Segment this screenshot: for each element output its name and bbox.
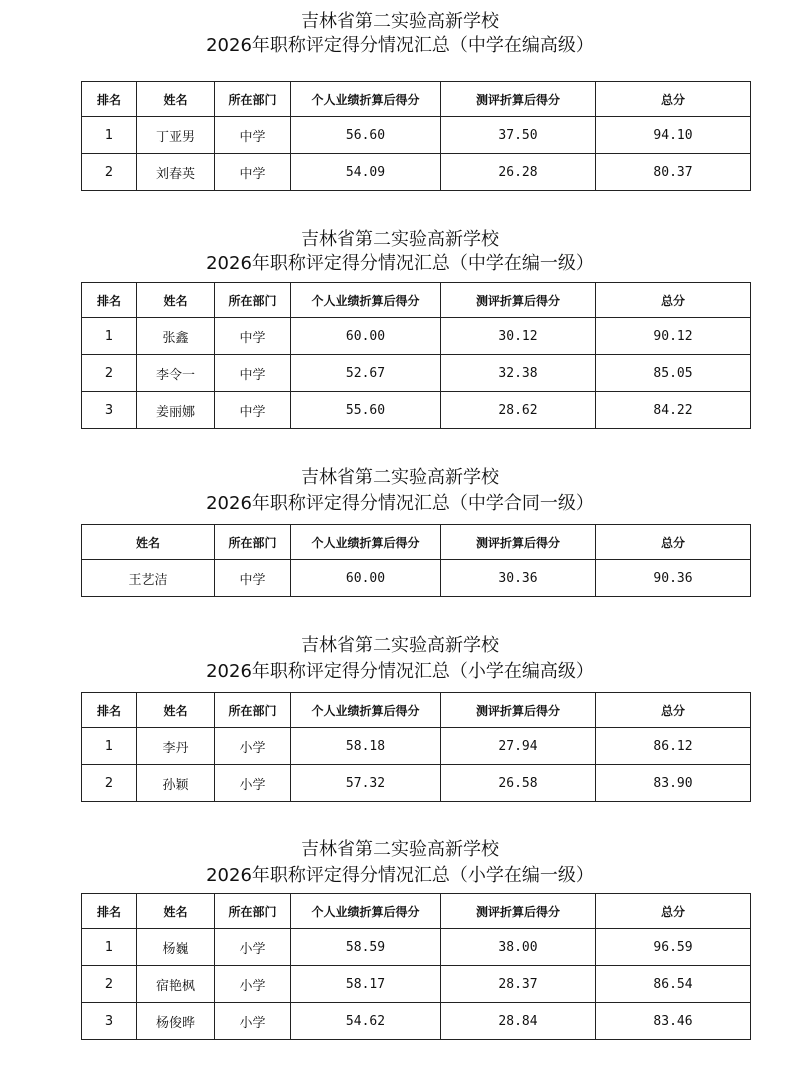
column-header: 个人业绩折算后得分 — [291, 525, 441, 560]
column-header: 所在部门 — [215, 693, 291, 728]
table-cell: 小学 — [215, 728, 291, 765]
table-cell: 90.12 — [596, 318, 751, 355]
header-row — [82, 894, 751, 929]
school-title: 吉林省第二实验高新学校 — [301, 839, 499, 860]
table-cell: 1 — [82, 929, 137, 966]
column-header: 总分 — [596, 693, 751, 728]
table-cell: 2 — [82, 355, 137, 392]
column-header: 所在部门 — [215, 525, 291, 560]
table-cell: 小学 — [215, 765, 291, 802]
table-cell: 37.50 — [441, 117, 596, 154]
table-row — [82, 1003, 751, 1040]
table-row — [82, 355, 751, 392]
header-row — [82, 693, 751, 728]
score-table-4 — [81, 692, 751, 802]
table-cell: 小学 — [215, 966, 291, 1003]
score-table-2 — [81, 282, 751, 429]
table-cell: 58.18 — [291, 728, 441, 765]
column-header: 所在部门 — [215, 894, 291, 929]
table-cell: 30.36 — [441, 560, 596, 597]
column-header: 排名 — [82, 894, 137, 929]
table-cell: 中学 — [215, 117, 291, 154]
table-cell: 83.46 — [596, 1003, 751, 1040]
table-cell: 38.00 — [441, 929, 596, 966]
table-cell: 宿艳枫 — [137, 966, 215, 1003]
table-row — [82, 728, 751, 765]
table-cell: 85.05 — [596, 355, 751, 392]
table-cell: 32.38 — [441, 355, 596, 392]
table-cell: 3 — [82, 1003, 137, 1040]
column-header: 个人业绩折算后得分 — [291, 894, 441, 929]
table-cell: 60.00 — [291, 318, 441, 355]
table-row — [82, 560, 751, 597]
table-row — [82, 117, 751, 154]
table-cell: 55.60 — [291, 392, 441, 429]
table-cell: 86.12 — [596, 728, 751, 765]
table-cell: 1 — [82, 318, 137, 355]
school-title: 吉林省第二实验高新学校 — [301, 229, 499, 250]
table-cell: 28.37 — [441, 966, 596, 1003]
column-header: 姓名 — [82, 525, 215, 560]
table-cell: 86.54 — [596, 966, 751, 1003]
column-header: 总分 — [596, 283, 751, 318]
table-cell: 80.37 — [596, 154, 751, 191]
table-cell: 1 — [82, 117, 137, 154]
table-row — [82, 154, 751, 191]
table-cell: 28.84 — [441, 1003, 596, 1040]
column-header: 姓名 — [137, 283, 215, 318]
table-cell: 王艺洁 — [82, 560, 215, 597]
column-header: 所在部门 — [215, 283, 291, 318]
table-subtitle: 2026年职称评定得分情况汇总（中学在编一级） — [206, 253, 594, 274]
table-cell: 丁亚男 — [137, 117, 215, 154]
header-row — [82, 82, 751, 117]
column-header: 测评折算后得分 — [441, 82, 596, 117]
table-cell: 26.28 — [441, 154, 596, 191]
column-header: 个人业绩折算后得分 — [291, 82, 441, 117]
table-cell: 中学 — [215, 154, 291, 191]
column-header: 总分 — [596, 82, 751, 117]
table-cell: 56.60 — [291, 117, 441, 154]
column-header: 排名 — [82, 693, 137, 728]
column-header: 总分 — [596, 894, 751, 929]
table-cell: 中学 — [215, 560, 291, 597]
table-cell: 2 — [82, 966, 137, 1003]
column-header: 测评折算后得分 — [441, 525, 596, 560]
score-table-1 — [81, 81, 751, 191]
table-row — [82, 929, 751, 966]
column-header: 测评折算后得分 — [441, 894, 596, 929]
school-title: 吉林省第二实验高新学校 — [301, 635, 499, 656]
table-cell: 杨俊晔 — [137, 1003, 215, 1040]
table-cell: 3 — [82, 392, 137, 429]
column-header: 个人业绩折算后得分 — [291, 693, 441, 728]
table-row — [82, 392, 751, 429]
table-cell: 57.32 — [291, 765, 441, 802]
table-cell: 小学 — [215, 929, 291, 966]
table-cell: 小学 — [215, 1003, 291, 1040]
table-cell: 李令一 — [137, 355, 215, 392]
table-cell: 刘春英 — [137, 154, 215, 191]
column-header: 排名 — [82, 283, 137, 318]
column-header: 姓名 — [137, 894, 215, 929]
table-row — [82, 318, 751, 355]
column-header: 个人业绩折算后得分 — [291, 283, 441, 318]
column-header: 测评折算后得分 — [441, 283, 596, 318]
table-cell: 中学 — [215, 392, 291, 429]
column-header: 排名 — [82, 82, 137, 117]
table-cell: 李丹 — [137, 728, 215, 765]
school-title: 吉林省第二实验高新学校 — [301, 467, 499, 488]
column-header: 总分 — [596, 525, 751, 560]
column-header: 姓名 — [137, 693, 215, 728]
table-cell: 孙颖 — [137, 765, 215, 802]
table-cell: 杨巍 — [137, 929, 215, 966]
table-cell: 30.12 — [441, 318, 596, 355]
table-subtitle: 2026年职称评定得分情况汇总（中学合同一级） — [206, 493, 594, 514]
table-cell: 28.62 — [441, 392, 596, 429]
table-cell: 1 — [82, 728, 137, 765]
table-cell: 96.59 — [596, 929, 751, 966]
table-cell: 张鑫 — [137, 318, 215, 355]
table-cell: 27.94 — [441, 728, 596, 765]
header-row — [82, 525, 751, 560]
table-cell: 58.59 — [291, 929, 441, 966]
table-subtitle: 2026年职称评定得分情况汇总（中学在编高级） — [206, 35, 594, 56]
table-cell: 84.22 — [596, 392, 751, 429]
score-table-5 — [81, 893, 751, 1040]
table-cell: 中学 — [215, 318, 291, 355]
column-header: 姓名 — [137, 82, 215, 117]
table-cell: 58.17 — [291, 966, 441, 1003]
table-subtitle: 2026年职称评定得分情况汇总（小学在编高级） — [206, 661, 594, 682]
table-cell: 54.62 — [291, 1003, 441, 1040]
table-cell: 2 — [82, 765, 137, 802]
school-title: 吉林省第二实验高新学校 — [301, 11, 499, 32]
table-cell: 83.90 — [596, 765, 751, 802]
table-cell: 54.09 — [291, 154, 441, 191]
table-subtitle: 2026年职称评定得分情况汇总（小学在编一级） — [206, 865, 594, 886]
column-header: 测评折算后得分 — [441, 693, 596, 728]
table-cell: 2 — [82, 154, 137, 191]
table-cell: 52.67 — [291, 355, 441, 392]
table-row — [82, 765, 751, 802]
table-cell: 90.36 — [596, 560, 751, 597]
table-cell: 26.58 — [441, 765, 596, 802]
table-cell: 中学 — [215, 355, 291, 392]
table-cell: 94.10 — [596, 117, 751, 154]
header-row — [82, 283, 751, 318]
score-table-3 — [81, 524, 751, 597]
column-header: 所在部门 — [215, 82, 291, 117]
table-cell: 姜丽娜 — [137, 392, 215, 429]
table-row — [82, 966, 751, 1003]
table-cell: 60.00 — [291, 560, 441, 597]
